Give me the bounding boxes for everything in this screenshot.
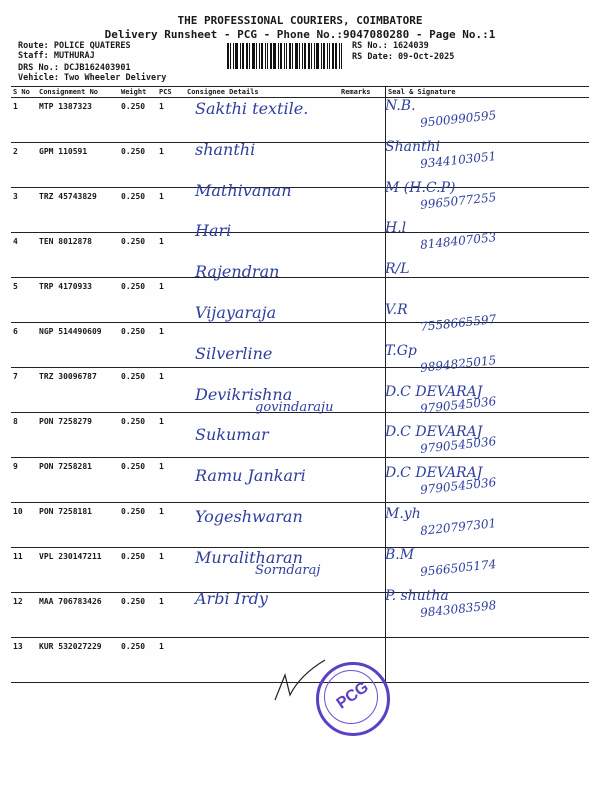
consignment-number: PON 7258181 <box>37 503 119 548</box>
consignment-number: TRZ 45743829 <box>37 188 119 233</box>
consignee-handwritten: Hari <box>195 221 232 241</box>
row-pcs: 1 <box>157 233 185 278</box>
signature-handwritten: D.C DEVARAJ <box>385 424 483 441</box>
remarks-cell <box>339 188 386 233</box>
signature-cell <box>386 638 590 683</box>
barcode-bar <box>256 43 257 69</box>
barcode-bar <box>249 43 250 69</box>
row-weight: 0.250 <box>119 368 157 413</box>
remarks-cell <box>339 458 386 503</box>
barcode-bar <box>270 43 272 69</box>
row-pcs: 1 <box>157 593 185 638</box>
consignment-number: TRP 4170933 <box>37 278 119 323</box>
consignee-handwritten: Arbi Irdy <box>195 588 268 608</box>
table-header-row <box>11 87 589 98</box>
row-pcs: 1 <box>157 368 185 413</box>
remarks-cell <box>339 503 386 548</box>
remarks-cell <box>339 593 386 638</box>
consignment-number: PON 7258279 <box>37 413 119 458</box>
barcode-bar <box>302 43 303 69</box>
row-weight: 0.250 <box>119 503 157 548</box>
staff-info: Staff: MUTHURAJ <box>18 51 95 61</box>
barcode-bar <box>311 43 312 69</box>
col-consignment: Consignment No <box>37 87 119 98</box>
phone-handwritten: 9790545036 <box>419 475 497 498</box>
consignment-number: VPL 230147211 <box>37 548 119 593</box>
phone-handwritten: 9566505174 <box>419 556 497 579</box>
row-sno: 7 <box>11 368 37 413</box>
row-weight: 0.250 <box>119 188 157 233</box>
row-pcs: 1 <box>157 413 185 458</box>
barcode-bar <box>235 43 238 69</box>
barcode <box>227 43 345 69</box>
phone-handwritten: 8148407053 <box>419 230 497 253</box>
col-consignee: Consignee Details <box>185 87 339 98</box>
barcode-bar <box>242 43 244 69</box>
consignment-number: MAA 706783426 <box>37 593 119 638</box>
barcode-bar <box>335 43 337 69</box>
consignee-handwritten: Muralitharan <box>195 547 303 567</box>
barcode-bar <box>278 43 279 69</box>
signature-handwritten: M (H.C.P) <box>385 179 456 196</box>
barcode-bar <box>252 43 255 69</box>
barcode-bar <box>230 43 231 69</box>
row-pcs: 1 <box>157 278 185 323</box>
row-weight: 0.250 <box>119 548 157 593</box>
barcode-bar <box>286 43 287 69</box>
row-weight: 0.250 <box>119 638 157 683</box>
signature-handwritten: B.M <box>385 546 415 563</box>
row-weight: 0.250 <box>119 593 157 638</box>
phone-handwritten: 9790545036 <box>419 434 497 457</box>
phone-handwritten: 7558665597 <box>419 312 497 334</box>
rs-number: RS No.: 1624039 <box>352 41 429 51</box>
barcode-bar <box>267 43 268 69</box>
row-sno: 12 <box>11 593 37 638</box>
signature-handwritten: D.C DEVARAJ <box>385 383 483 400</box>
table-row <box>11 278 589 323</box>
phone-handwritten: 9894825015 <box>419 352 497 375</box>
remarks-cell <box>339 278 386 323</box>
row-weight: 0.250 <box>119 458 157 503</box>
signature-handwritten: D.C DEVARAJ <box>385 465 483 482</box>
barcode-bar <box>246 43 248 69</box>
consignment-number: PON 7258281 <box>37 458 119 503</box>
row-sno: 6 <box>11 323 37 368</box>
signature-handwritten: H.l <box>385 220 407 237</box>
signature-handwritten: T.Gp <box>385 342 417 359</box>
phone-handwritten: 9500990595 <box>419 108 497 130</box>
row-weight: 0.250 <box>119 98 157 143</box>
row-pcs: 1 <box>157 638 185 683</box>
barcode-bar <box>299 43 300 69</box>
row-sno: 11 <box>11 548 37 593</box>
barcode-bar <box>308 43 310 69</box>
phone-handwritten: 9790545036 <box>419 393 497 416</box>
barcode-bar <box>265 43 266 69</box>
table-row <box>11 593 589 638</box>
barcode-bar <box>284 43 285 69</box>
col-remarks: Remarks <box>339 87 386 98</box>
remarks-cell <box>339 143 386 188</box>
barcode-bar <box>314 43 315 69</box>
row-sno: 5 <box>11 278 37 323</box>
barcode-bar <box>316 43 319 69</box>
row-pcs: 1 <box>157 548 185 593</box>
table-row <box>11 413 589 458</box>
row-weight: 0.250 <box>119 278 157 323</box>
pcg-stamp <box>316 662 390 736</box>
table-row <box>11 143 589 188</box>
signature-handwritten: P. shutha <box>385 587 449 604</box>
consignee-handwritten: Rajendran <box>195 262 280 282</box>
barcode-bar <box>261 43 263 69</box>
row-weight: 0.250 <box>119 233 157 278</box>
row-sno: 4 <box>11 233 37 278</box>
phone-handwritten: 9843083598 <box>419 597 497 620</box>
consignee-handwritten-line2: govindaraju <box>255 399 334 415</box>
row-sno: 8 <box>11 413 37 458</box>
barcode-bar <box>295 43 298 69</box>
consignee-handwritten: shanthi <box>195 139 256 159</box>
consignee-handwritten: Devikrishna <box>195 384 293 404</box>
phone-handwritten: 8220797301 <box>419 516 497 538</box>
barcode-bar <box>273 43 276 69</box>
barcode-bar <box>304 43 306 69</box>
consignment-number: TEN 8012878 <box>37 233 119 278</box>
col-sno: S No <box>11 87 37 98</box>
stamp-text: PCG <box>333 678 372 713</box>
consignment-number: MTP 1387323 <box>37 98 119 143</box>
barcode-bar <box>323 43 325 69</box>
barcode-bar <box>227 43 229 69</box>
row-weight: 0.250 <box>119 413 157 458</box>
header-company: THE PROFESSIONAL COURIERS, COIMBATORE <box>177 14 423 27</box>
barcode-bar <box>280 43 282 69</box>
row-sno: 10 <box>11 503 37 548</box>
row-pcs: 1 <box>157 323 185 368</box>
runsheet-table <box>11 86 589 683</box>
remarks-cell <box>339 548 386 593</box>
phone-handwritten: 9965077255 <box>419 189 497 212</box>
row-pcs: 1 <box>157 143 185 188</box>
barcode-bar <box>332 43 334 69</box>
row-pcs: 1 <box>157 98 185 143</box>
rs-date: RS Date: 09-Oct-2025 <box>352 52 455 62</box>
barcode-bar <box>233 43 234 69</box>
signature-handwritten: R/L <box>385 261 410 278</box>
row-sno: 3 <box>11 188 37 233</box>
signature-handwritten: M.yh <box>385 506 421 522</box>
table-row <box>11 233 589 278</box>
col-weight: Weight <box>119 87 157 98</box>
barcode-bar <box>339 43 340 69</box>
vehicle-info: Vehicle: Two Wheeler Delivery <box>18 73 167 83</box>
row-weight: 0.250 <box>119 143 157 188</box>
remarks-cell <box>339 98 386 143</box>
drs-info: DRS No.: DCJB162403901 <box>18 63 131 73</box>
barcode-bar <box>292 43 293 69</box>
remarks-cell <box>339 233 386 278</box>
row-pcs: 1 <box>157 458 185 503</box>
col-signature: Seal & Signature <box>386 87 590 98</box>
barcode-bar <box>259 43 260 69</box>
phone-handwritten: 9344103051 <box>419 148 497 171</box>
signature-handwritten: Shanthi <box>385 138 441 155</box>
consignee-handwritten-line2: Sorndaraj <box>255 562 321 578</box>
signature-handwritten: V.R <box>385 302 408 318</box>
consignee-handwritten: Ramu Jankari <box>195 466 306 486</box>
row-weight: 0.250 <box>119 323 157 368</box>
consignment-number: KUR 532027229 <box>37 638 119 683</box>
remarks-cell <box>339 368 386 413</box>
table-row <box>11 188 589 233</box>
row-sno: 2 <box>11 143 37 188</box>
table-row <box>11 323 589 368</box>
col-pcs: PCS <box>157 87 185 98</box>
remarks-cell <box>339 413 386 458</box>
route-info: Route: POLICE QUATERES <box>18 41 131 51</box>
row-sno: 13 <box>11 638 37 683</box>
consignment-number: GPM 110591 <box>37 143 119 188</box>
barcode-bar <box>321 43 322 69</box>
consignee-handwritten: Silverline <box>195 343 273 363</box>
barcode-bar <box>329 43 330 69</box>
signature-handwritten: N.B. <box>385 98 416 114</box>
barcode-bar <box>289 43 291 69</box>
barcode-bar <box>341 43 342 69</box>
consignee-handwritten: Mathivanan <box>195 180 292 200</box>
barcode-bar <box>240 43 241 69</box>
row-sno: 9 <box>11 458 37 503</box>
consignee-handwritten: Yogeshwaran <box>195 507 303 526</box>
row-pcs: 1 <box>157 188 185 233</box>
barcode-bar <box>327 43 328 69</box>
header-subtitle: Delivery Runsheet - PCG - Phone No.:9047080280 - Page No.:1 <box>104 28 496 41</box>
consignee-handwritten: Vijayaraja <box>195 303 277 322</box>
consignee-handwritten: Sukumar <box>195 425 269 445</box>
consignment-number: TRZ 30096787 <box>37 368 119 413</box>
row-pcs: 1 <box>157 503 185 548</box>
consignment-number: NGP 514490609 <box>37 323 119 368</box>
remarks-cell <box>339 323 386 368</box>
consignee-handwritten: Sakthi textile. <box>195 99 309 118</box>
row-sno: 1 <box>11 98 37 143</box>
